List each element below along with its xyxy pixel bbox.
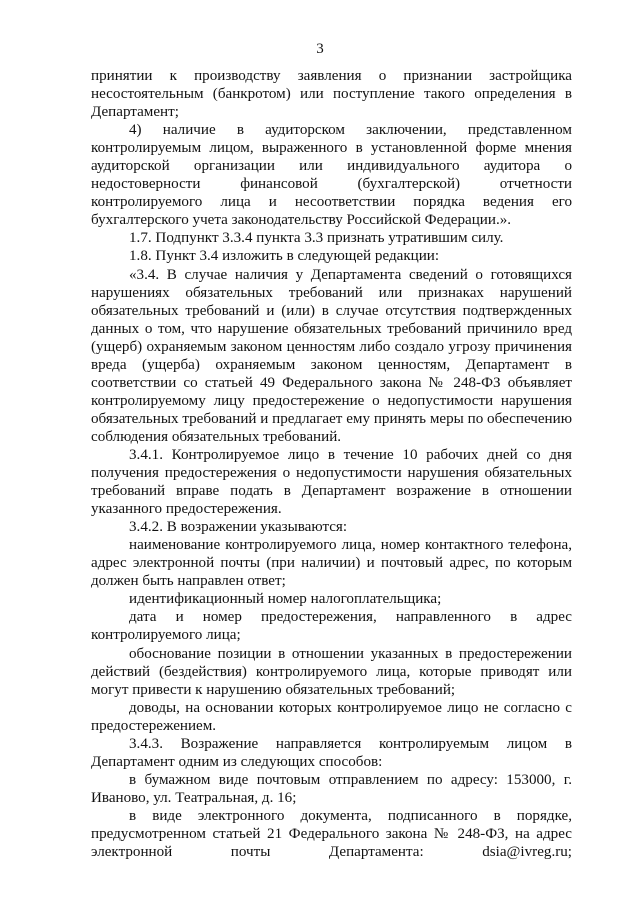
paragraph-item-3-4-1: 3.4.1. Контролируемое лицо в течение 10 рабочих дней со дня получения предостережения о недопустимости нарушения обязательных требований вправе подать в Департамент возражение в отношении указанного предостережения.: [91, 446, 572, 518]
paragraph-objection-tax-id: идентификационный номер налогоплательщика;: [129, 591, 442, 608]
paragraph-objection-warning-reference: дата и номер предостережения, направленного в адрес контролируемого лица;: [91, 609, 572, 644]
paragraph-item-3-4-2: 3.4.2. В возражении указываются:: [129, 519, 348, 536]
paragraph-continuation: принятии к производству заявления о признании застройщика несостоятельным (банкротом) или поступление такого определения в Департамент;: [91, 68, 572, 121]
paragraph-objection-arguments: доводы, на основании которых контролируемое лицо не согласно с предостережением.: [91, 699, 572, 734]
paragraph-item-1-8: 1.8. Пункт 3.4 изложить в следующей редакции:: [129, 248, 440, 265]
paragraph-item-3-4: «3.4. В случае наличия у Департамента сведений о готовящихся нарушениях обязательных требований или признаках нарушений обязательных требований и (или) в случае отсутствия подтвержденных данных о том, что нарушение обязательных требований причинило вред (ущерб) охраняемым законом ценностям либо создало угрозу причинения вреда (ущерба) охраняемым законом ценностям, Департамент в соответствии со статьей 49 Федерального закона № 248-ФЗ объявляет контролируемому лицу предостережение о недопустимости нарушения обязательных требований и предлагает ему принять меры по обеспечению соблюдения обязательных требований.: [91, 266, 572, 445]
paragraph-postal-submission: в бумажном виде почтовым отправлением по адресу: 153000, г. Иваново, ул. Театральная, д. 16;: [91, 771, 572, 806]
page-number: 3: [316, 41, 324, 57]
paragraph-item-1-7: 1.7. Подпункт 3.3.4 пункта 3.3 признать утратившим силу.: [129, 230, 504, 247]
paragraph-item-3-4-3: 3.4.3. Возражение направляется контролируемым лицом в Департамент одним из следующих способов:: [91, 735, 572, 770]
paragraph-objection-contact-details: наименование контролируемого лица, номер контактного телефона, адрес электронной почты (при наличии) и почтовый адрес, по которым должен быть направлен ответ;: [91, 537, 572, 590]
paragraph-electronic-submission: в виде электронного документа, подписанного в порядке, предусмотренном статьей 21 Федерального закона № 248-ФЗ, на адрес электронной почты Департамента: dsia@ivreg.ru;: [91, 807, 572, 861]
paragraph-objection-justification: обоснование позиции в отношении указанных в предостережении действий (бездействия) контролируемого лица, которые приводят или могут привести к нарушению обязательных требований;: [91, 645, 572, 698]
paragraph-item-4: 4) наличие в аудиторском заключении, представленном контролируемым лицом, выраженного в установленной форме мнения аудиторской организации или индивидуального аудитора о недостоверности финансовой (бухгалтерской) отчетности контролируемого лица и несоответствии порядка ведения его бухгалтерского учета законодательству Российской Федерации.».: [91, 122, 572, 229]
document-body: [91, 67, 572, 861]
